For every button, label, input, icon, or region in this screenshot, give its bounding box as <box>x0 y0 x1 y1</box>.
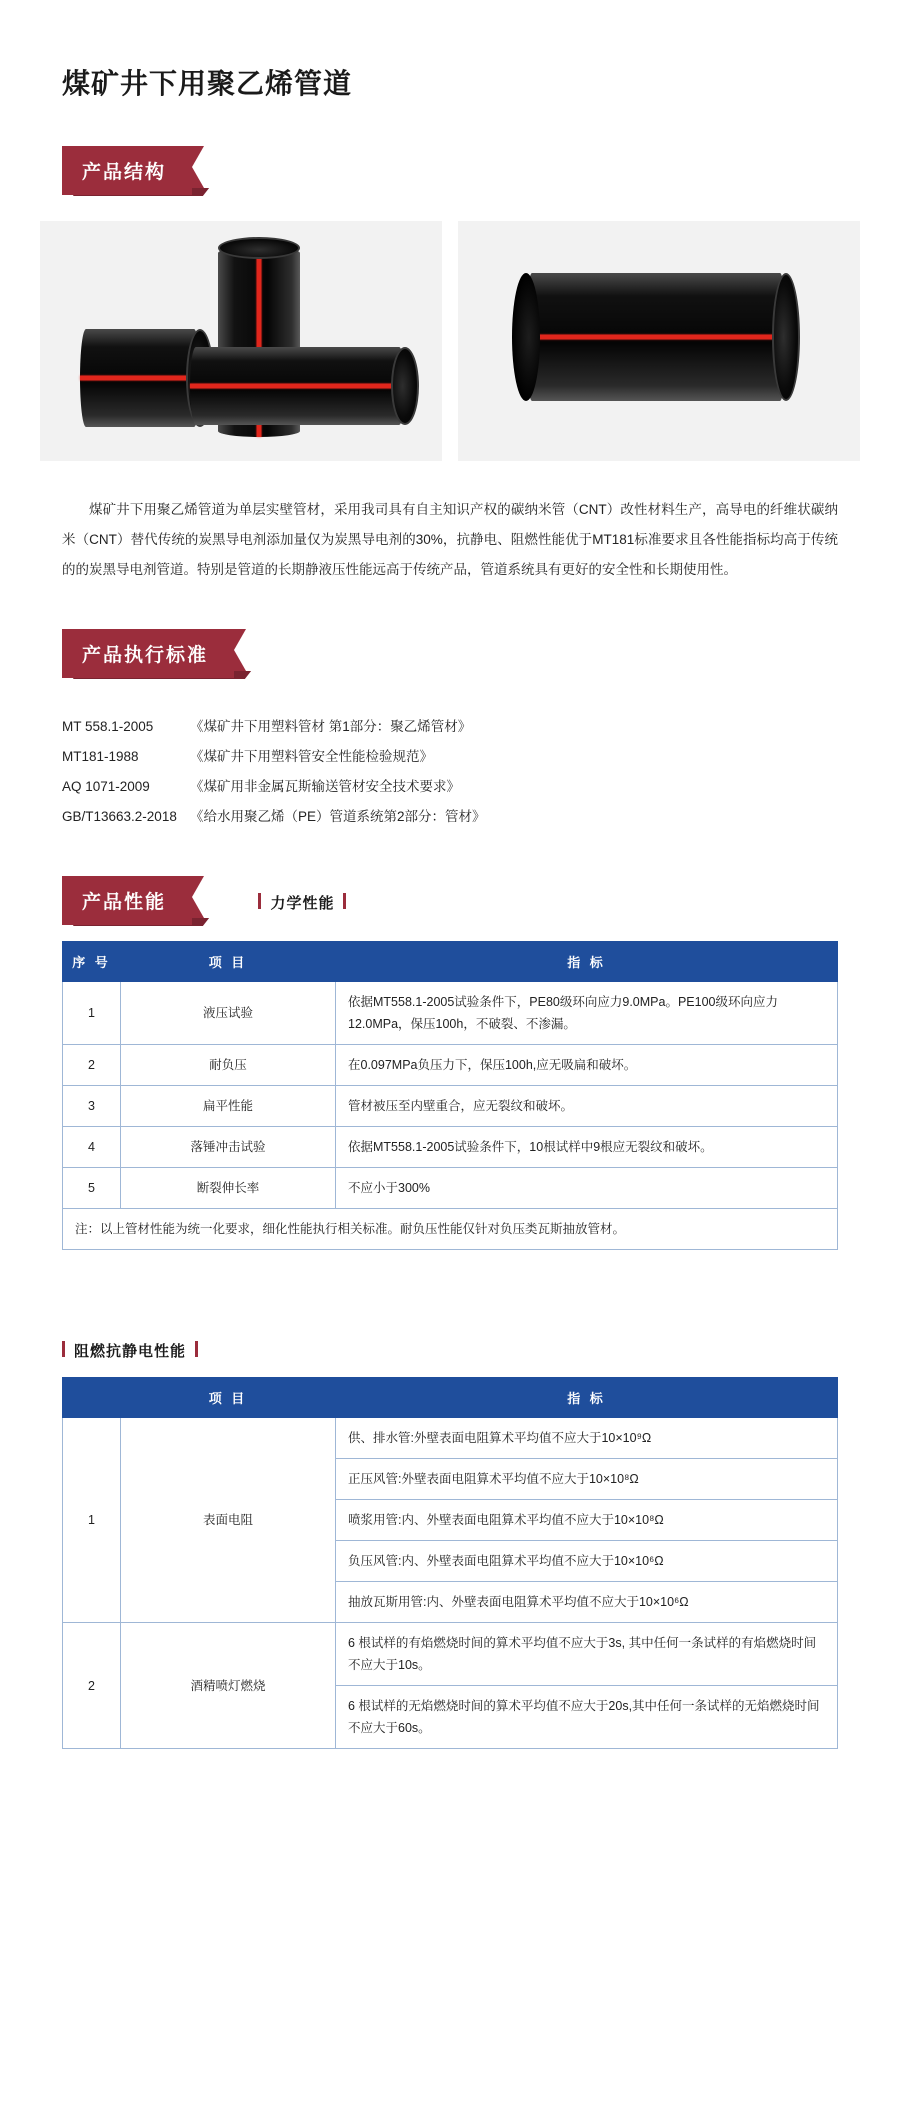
table-note: 注：以上管材性能为统一化要求，细化性能执行相关标准。耐负压性能仅针对负压类瓦斯抽放管材。 <box>63 1209 838 1250</box>
table-row <box>63 1127 838 1168</box>
cell-value: 依据MT558.1-2005试验条件下，10根试样中9根应无裂纹和破坏。 <box>336 1127 838 1168</box>
standards-list <box>62 712 900 832</box>
cell-item: 液压试验 <box>121 982 336 1045</box>
product-photo-pipes-group <box>40 221 442 461</box>
cell-index: 4 <box>63 1127 121 1168</box>
standard-code: MT 558.1-2005 <box>62 719 154 734</box>
pipe-short-left <box>80 329 200 427</box>
section-header-standards <box>62 629 234 678</box>
cell-value: 6 根试样的无焰燃烧时间的算术平均值不应大于20s,其中任何一条试样的无焰燃烧时间不应大于60s。 <box>336 1686 838 1749</box>
document-page <box>0 62 900 1789</box>
column-header-item: 项 目 <box>121 942 336 982</box>
table-row <box>63 982 838 1045</box>
standard-name: 《煤矿井下用塑料管材 第1部分：聚乙烯管材》 <box>190 719 472 734</box>
list-item <box>62 802 900 832</box>
column-header-value: 指 标 <box>336 1378 838 1418</box>
table-antistatic-performance <box>62 1377 838 1749</box>
cell-item: 落锤冲击试验 <box>121 1127 336 1168</box>
column-header-value: 指 标 <box>336 942 838 982</box>
list-item <box>62 772 900 802</box>
standard-name: 《煤矿用非金属瓦斯输送管材安全技术要求》 <box>190 779 460 794</box>
ribbon-label-standards: 产品执行标准 <box>62 629 234 678</box>
standard-code: MT181-1988 <box>62 749 139 764</box>
pipe-mouth-icon <box>391 347 419 425</box>
column-header-index: 序 号 <box>63 942 121 982</box>
cell-index: 2 <box>63 1045 121 1086</box>
cell-value: 不应小于300% <box>336 1168 838 1209</box>
subhead-antistatic: 阻燃抗静电性能 <box>62 1340 198 1361</box>
cell-index: 5 <box>63 1168 121 1209</box>
pipe-long-horizontal <box>190 347 405 425</box>
section-header-structure <box>62 146 192 195</box>
cell-value: 负压风管:内、外壁表面电阻算术平均值不应大于10×10⁶Ω <box>336 1541 838 1582</box>
table-row <box>63 1045 838 1086</box>
column-header-item: 项 目 <box>121 1378 336 1418</box>
cell-item: 断裂伸长率 <box>121 1168 336 1209</box>
pipe-mouth-icon <box>772 273 800 401</box>
pipe-stripe <box>526 335 786 340</box>
cell-index: 3 <box>63 1086 121 1127</box>
intro-paragraph: 煤矿井下用聚乙烯管道为单层实壁管材，采用我司具有自主知识产权的碳纳米管（CNT）改性材料生产，高导电的纤维状碳纳米（CNT）替代传统的炭黑导电剂添加量仅为炭黑导电剂的30%，抗静电、阻燃性能优于MT181标准要求且各性能指标均高于传统的的炭黑导电剂管道。特别是管道的长期静液压性能远高于传统产品，管道系统具有更好的安全性和长期使用性。 <box>62 502 838 577</box>
cell-index: 1 <box>63 982 121 1045</box>
page-title: 煤矿井下用聚乙烯管道 <box>62 68 353 99</box>
pipe-single <box>526 273 786 401</box>
table-note-row <box>63 1209 838 1250</box>
cell-value: 依据MT558.1-2005试验条件下，PE80级环向应力9.0MPa。PE100级环向应力12.0MPa，保压100h，不破裂、不渗漏。 <box>336 982 838 1045</box>
table-row <box>63 1168 838 1209</box>
table-row <box>63 1086 838 1127</box>
table-header-row <box>63 942 838 982</box>
cell-item: 扁平性能 <box>121 1086 336 1127</box>
cell-value: 喷浆用管:内、外壁表面电阻算术平均值不应大于10×10⁸Ω <box>336 1500 838 1541</box>
ribbon-label-structure: 产品结构 <box>62 146 192 195</box>
cell-value: 正压风管:外壁表面电阻算术平均值不应大于10×10⁸Ω <box>336 1459 838 1500</box>
product-photo-single-pipe <box>458 221 860 461</box>
cell-item: 酒精喷灯燃烧 <box>121 1623 336 1749</box>
pipe-mouth-left-icon <box>512 273 540 401</box>
table-row <box>63 1418 838 1459</box>
ribbon-label-performance: 产品性能 <box>62 876 192 925</box>
table-row <box>63 1623 838 1686</box>
cell-value: 管材被压至内壁重合，应无裂纹和破坏。 <box>336 1086 838 1127</box>
table-mechanical-performance <box>62 941 838 1250</box>
standard-name: 《给水用聚乙烯（PE）管道系统第2部分：管材》 <box>190 809 486 824</box>
column-header-index <box>63 1378 121 1418</box>
pipe-stripe <box>190 384 405 389</box>
subhead-mechanical: 力学性能 <box>258 892 346 913</box>
cell-item: 耐负压 <box>121 1045 336 1086</box>
standard-code: AQ 1071-2009 <box>62 779 150 794</box>
pipe-mouth-icon <box>218 237 300 259</box>
standard-name: 《煤矿井下用塑料管安全性能检验规范》 <box>190 749 433 764</box>
cell-value: 抽放瓦斯用管:内、外壁表面电阻算术平均值不应大于10×10⁶Ω <box>336 1582 838 1623</box>
cell-item: 表面电阻 <box>121 1418 336 1623</box>
list-item <box>62 742 900 772</box>
cell-value: 6 根试样的有焰燃烧时间的算术平均值不应大于3s, 其中任何一条试样的有焰燃烧时间不应大于10s。 <box>336 1623 838 1686</box>
cell-value: 供、排水管:外壁表面电阻算术平均值不应大于10×10⁹Ω <box>336 1418 838 1459</box>
product-images <box>40 221 860 461</box>
cell-index: 1 <box>63 1418 121 1623</box>
table-header-row <box>63 1378 838 1418</box>
section-header-performance <box>62 876 192 925</box>
list-item <box>62 712 900 742</box>
cell-index: 2 <box>63 1623 121 1749</box>
cell-value: 在0.097MPa负压力下，保压100h,应无吸扁和破坏。 <box>336 1045 838 1086</box>
standard-code: GB/T13663.2-2018 <box>62 809 177 824</box>
pipe-stripe <box>80 376 200 381</box>
